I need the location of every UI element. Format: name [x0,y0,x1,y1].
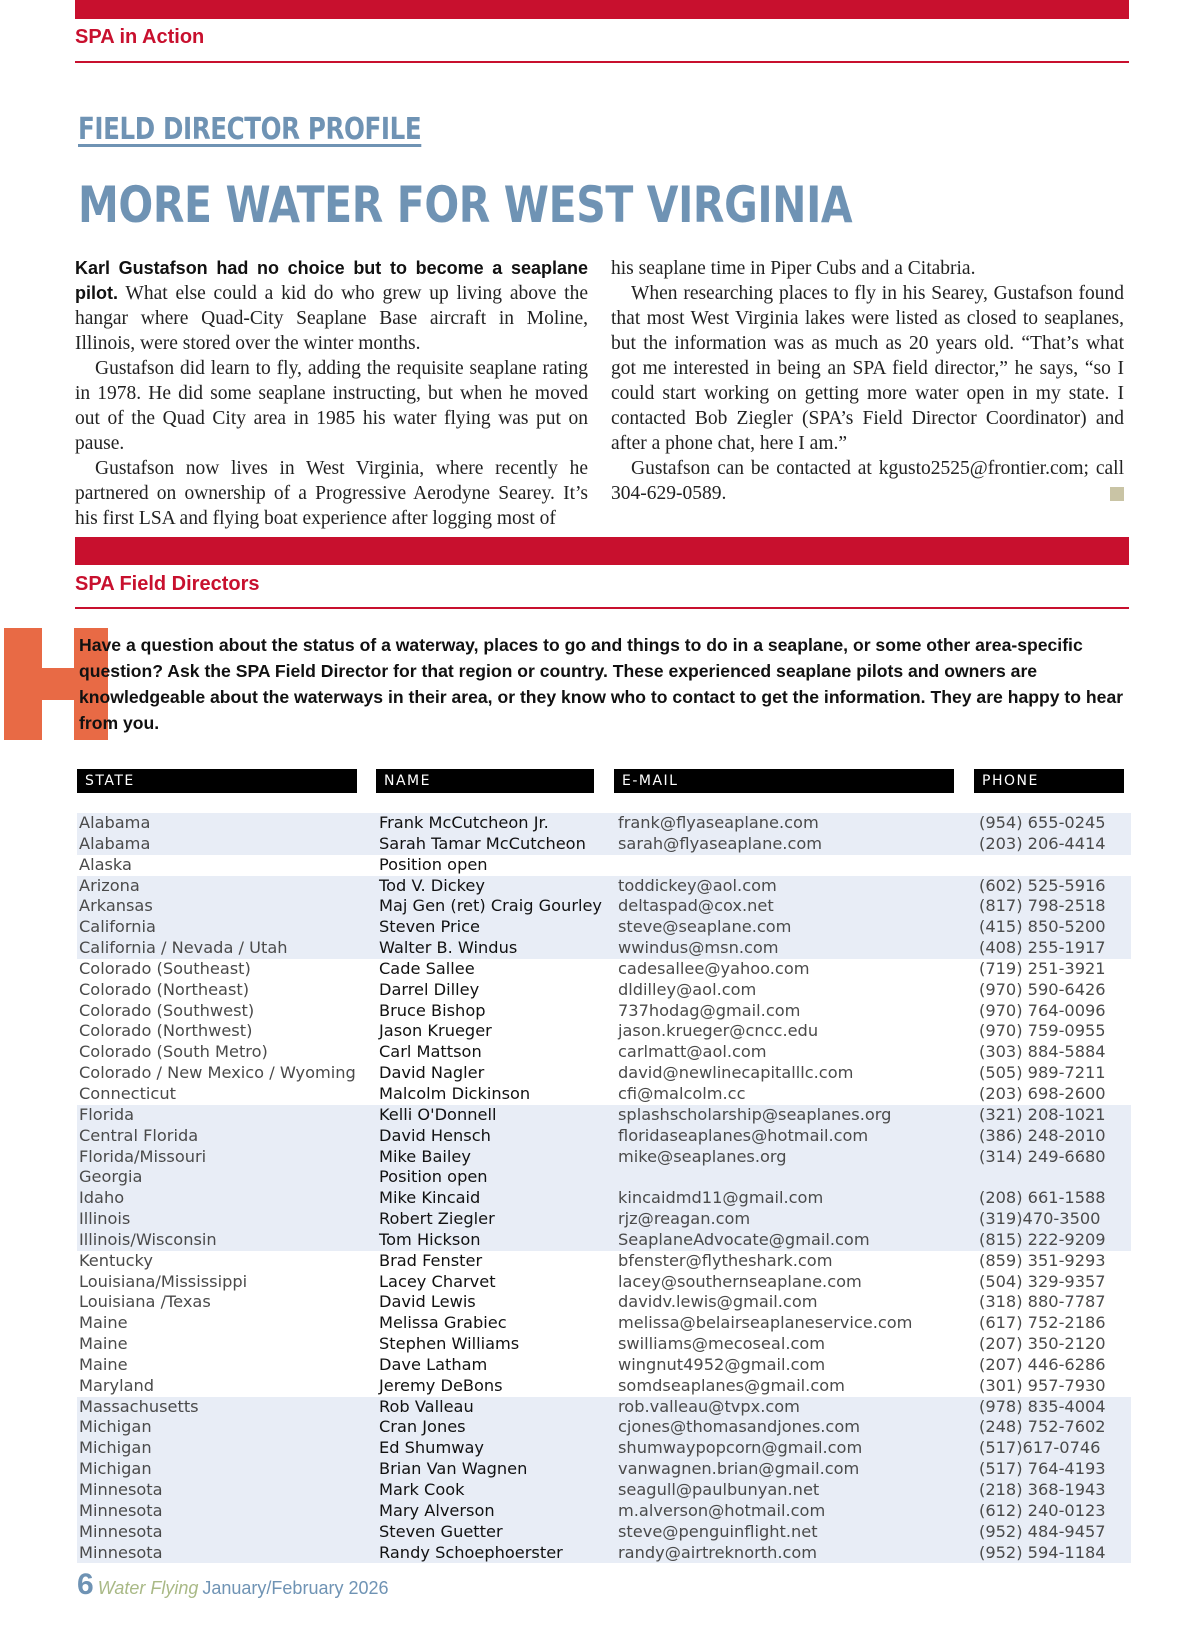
table-row [77,1313,1131,1334]
cell-state: Massachusetts [79,1396,199,1416]
cell-email[interactable]: dldilley@aol.com [618,979,757,999]
article-headline: MORE WATER FOR WEST VIRGINIA [78,176,853,234]
cell-state: Minnesota [79,1542,163,1562]
header-name: NAME [376,769,594,793]
table-row [77,1459,1131,1480]
table-row [77,1522,1131,1543]
header-phone: PHONE [974,769,1124,793]
cell-state: Colorado / New Mexico / Wyoming [79,1063,356,1083]
cell-email[interactable]: david@newlinecapitalllc.com [618,1063,854,1083]
cell-name: Mike Kincaid [379,1188,481,1208]
cell-phone: (978) 835-4004 [979,1396,1106,1416]
cell-email[interactable]: seagull@paulbunyan.net [618,1480,820,1499]
table-row [77,855,1131,876]
cell-email[interactable]: floridaseaplanes@hotmail.com [618,1125,869,1145]
cell-email[interactable]: m.alverson@hotmail.com [618,1500,826,1520]
cell-email[interactable]: splashscholarship@seaplanes.org [618,1104,892,1124]
cell-phone: (954) 655-0245 [979,813,1106,832]
cell-name: Tom Hickson [379,1229,481,1249]
directors-section-rule [75,607,1129,609]
table-row [77,1501,1131,1522]
table-row [77,938,1131,959]
cell-name: Carl Mattson [379,1042,482,1062]
table-row [77,1063,1131,1084]
cell-name: Brian Van Wagnen [379,1459,528,1479]
cell-phone: (970) 590-6426 [979,979,1106,999]
cell-state: Illinois/Wisconsin [79,1229,217,1249]
cell-phone: (301) 957-7930 [979,1375,1106,1395]
directors-red-bar [75,537,1129,565]
page-number: 6 [77,1568,94,1601]
cell-state: Central Florida [79,1125,199,1145]
cell-name: Steven Price [379,917,481,937]
cell-state: Louisiana/Mississippi [79,1271,248,1291]
cell-phone: (303) 884-5884 [979,1042,1106,1062]
cell-phone: (517)617-0746 [979,1438,1101,1458]
cell-phone: (314) 249-6680 [979,1146,1106,1166]
table-row [77,1105,1131,1126]
cell-state: Florida/Missouri [79,1146,207,1166]
table-row [77,834,1131,855]
article-paragraph-1-text: What else could a kid do who grew up living above the hangar where Quad-City Seaplane Base aircraft in Moline, Illinois, were stored over the winter months. [75,283,588,354]
article-paragraph-4: When researching places to fly in his Searey, Gustafson found that most West Virginia lakes were listed as closed to seaplanes, but the information was as much as 20 years old. “That’s what got me interested in being an SPA field director,” he says, “so I could start working on getting more water open in my state. I contacted Bob Ziegler (SPA’s Field Director Coordinator) and after a phone chat, here I am.” [611,283,1124,454]
cell-phone: (207) 350-2120 [979,1334,1106,1354]
top-red-bar [75,0,1129,19]
cell-phone: (970) 764-0096 [979,1000,1106,1020]
table-row [77,1334,1131,1355]
table-row [77,1230,1131,1251]
cell-email[interactable]: rob.valleau@tvpx.com [618,1396,800,1416]
table-row [77,876,1131,897]
contact-text: Gustafson can be contacted at kgusto2525@frontier.com; call 304-629-0589. [611,458,1124,504]
table-row [77,1438,1131,1459]
cell-state: Maine [79,1334,128,1354]
end-mark-icon [1110,487,1124,501]
table-row [77,959,1131,980]
cell-phone: (408) 255-1917 [979,938,1106,958]
cell-name: Rob Valleau [379,1396,474,1416]
cell-name: Bruce Bishop [379,1000,486,1020]
cell-state: Minnesota [79,1500,163,1520]
table-row [77,1126,1131,1147]
cell-name: Stephen Williams [379,1334,520,1354]
cell-name: David Lewis [379,1292,476,1312]
cell-name: Position open [379,1167,488,1187]
cell-state: Colorado (South Metro) [79,1042,268,1062]
cell-email[interactable]: bfenster@flytheshark.com [618,1250,833,1270]
cell-state: Arkansas [79,896,153,916]
cell-state: Louisiana /Texas [79,1292,211,1312]
cell-email[interactable]: kincaidmd11@gmail.com [618,1188,824,1208]
cell-phone: (970) 759-0955 [979,1021,1106,1041]
table-row [77,980,1131,1001]
cell-email[interactable]: wingnut4952@gmail.com [618,1354,826,1374]
cell-name: David Hensch [379,1125,491,1145]
profile-kicker: FIELD DIRECTOR PROFILE [78,112,422,147]
table-row [77,1480,1131,1501]
cell-email[interactable]: jason.krueger@cncc.edu [618,1021,819,1041]
cell-state: Alabama [79,813,151,832]
cell-state: Colorado (Northwest) [79,1021,253,1041]
header-state: STATE [77,769,357,793]
cell-state: Colorado (Southwest) [79,1000,255,1020]
cell-name: Steven Guetter [379,1521,503,1541]
directors-intro: Have a question about the status of a waterway, places to go and things to do in a seaplane, or some other area-specific question? Ask the SPA Field Director for that region or country. These experienced seaplane pilots and owners are knowledgeable about the waterways in their area, or they know who to contact to get the information. They are happy to hear from you. [79,635,1124,733]
cell-name: Lacey Charvet [379,1271,496,1291]
cell-name: Cade Sallee [379,958,475,978]
cell-email[interactable]: deltaspad@cox.net [618,896,774,916]
cell-email[interactable]: mike@seaplanes.org [618,1146,787,1166]
cell-phone: (248) 752-7602 [979,1417,1106,1437]
table-row [77,1021,1131,1042]
cell-phone: (617) 752-2186 [979,1313,1106,1333]
magazine-name: Water Flying [97,1578,199,1598]
table-row [77,1376,1131,1397]
table-row [77,896,1131,917]
table-row [77,813,1131,834]
cell-email[interactable]: shumwaypopcorn@gmail.com [618,1438,863,1458]
cell-email[interactable]: cfi@malcolm.cc [618,1083,746,1103]
table-row [77,1292,1131,1313]
article-paragraph-5 [611,456,1124,506]
cell-state: Florida [79,1104,135,1124]
section-label-spa-in-action: SPA in Action [75,26,205,48]
cell-email[interactable]: SeaplaneAdvocate@gmail.com [618,1229,870,1249]
cell-phone: (505) 989-7211 [979,1063,1106,1083]
cell-name: Randy Schoephoerster [379,1542,563,1562]
cell-name: Sarah Tamar McCutcheon [379,833,586,853]
table-row [77,1543,1131,1564]
table-row [77,1209,1131,1230]
cell-phone: (719) 251-3921 [979,958,1106,978]
table-row [77,1084,1131,1105]
cell-name: Tod V. Dickey [379,875,485,895]
header-email: E-MAIL [614,769,954,793]
cell-name: Frank McCutcheon Jr. [379,813,549,832]
table-row [77,1001,1131,1022]
cell-state: Minnesota [79,1480,163,1499]
cell-email[interactable]: frank@flyaseaplane.com [618,813,819,832]
cell-name: Jeremy DeBons [379,1375,503,1395]
cell-name: Robert Ziegler [379,1209,495,1229]
cell-phone: (319)470-3500 [979,1209,1101,1229]
article-column-right [611,256,1124,506]
table-row [77,917,1131,938]
cell-phone: (318) 880-7787 [979,1292,1106,1312]
table-row [77,1042,1131,1063]
cell-state: Michigan [79,1459,152,1479]
table-row [77,1355,1131,1376]
section-label-field-directors: SPA Field Directors [75,573,260,595]
cell-email[interactable]: 737hodag@gmail.com [618,1000,801,1020]
cell-email[interactable]: toddickey@aol.com [618,875,777,895]
cell-state: California [79,917,156,937]
cell-name: Melissa Grabiec [379,1313,507,1333]
cell-phone: (612) 240-0123 [979,1500,1106,1520]
cell-state: Colorado (Northeast) [79,979,250,999]
article-paragraph-3: Gustafson now lives in West Virginia, where recently he partnered on ownership of a Progressive Aerodyne Searey. It’s his first LSA and flying boat experience after logging most of [75,458,588,529]
cell-name: Cran Jones [379,1417,466,1437]
table-row [77,1147,1131,1168]
cell-name: Brad Fenster [379,1250,483,1270]
table-row [77,1251,1131,1272]
cell-state: Maryland [79,1375,155,1395]
cell-name: Ed Shumway [379,1438,484,1458]
table-row [77,1167,1131,1188]
cell-state: Alabama [79,833,151,853]
cell-state: Minnesota [79,1521,163,1541]
cell-phone: (817) 798-2518 [979,896,1106,916]
cell-state: Connecticut [79,1083,176,1103]
cell-email[interactable]: lacey@southernseaplane.com [618,1271,862,1291]
cell-name: Darrel Dilley [379,979,480,999]
cell-name: Malcolm Dickinson [379,1083,531,1103]
issue-date: January/February 2026 [202,1578,389,1598]
cell-name: Jason Krueger [379,1021,492,1041]
cell-email[interactable]: randy@airtreknorth.com [618,1542,818,1562]
table-row [77,1272,1131,1293]
article-lead: Karl Gustafson had no choice but to become a seaplane pilot. [75,258,588,303]
top-section-rule [75,61,1129,63]
cell-email[interactable]: sarah@flyaseaplane.com [618,833,823,853]
cell-phone: (415) 850-5200 [979,917,1106,937]
article-paragraph-2: Gustafson did learn to fly, adding the requisite seaplane rating in 1978. He did some seaplane instructing, but when he moved out of the Quad City area in 1985 his water flying was put on pause. [75,358,588,454]
cell-state: Idaho [79,1188,125,1208]
cell-phone: (203) 206-4414 [979,833,1106,853]
cell-name: Walter B. Windus [379,938,518,958]
cell-state: California / Nevada / Utah [79,938,288,958]
cell-state: Maine [79,1354,128,1374]
cell-phone: (386) 248-2010 [979,1125,1106,1145]
cell-email[interactable]: melissa@belairseaplaneservice.com [618,1313,913,1333]
cell-phone: (602) 525-5916 [979,875,1106,895]
cell-email[interactable]: wwindus@msn.com [618,938,779,958]
cell-name: Mary Alverson [379,1500,495,1520]
cell-phone: (952) 484-9457 [979,1521,1106,1541]
cell-name: Dave Latham [379,1354,488,1374]
cell-phone: (321) 208-1021 [979,1104,1106,1124]
cell-state: Colorado (Southeast) [79,958,251,978]
cell-email[interactable]: cjones@thomasandjones.com [618,1417,860,1437]
cell-name: Mike Bailey [379,1146,471,1166]
cell-name: Mark Cook [379,1480,465,1499]
cell-email[interactable]: steve@seaplane.com [618,917,792,937]
article-paragraph-1 [75,256,588,356]
cell-email[interactable]: steve@penguinflight.net [618,1521,818,1541]
table-row [77,1397,1131,1418]
cell-email[interactable]: carlmatt@aol.com [618,1042,767,1062]
cell-phone: (952) 594-1184 [979,1542,1106,1562]
table-row [77,1188,1131,1209]
cell-state: Georgia [79,1167,143,1187]
cell-state: Maine [79,1313,128,1333]
cell-email[interactable]: cadesallee@yahoo.com [618,958,810,978]
cell-name: Kelli O'Donnell [379,1104,497,1124]
cell-state: Kentucky [79,1250,153,1270]
page-footer [77,1568,389,1602]
table-row [77,1417,1131,1438]
cell-email[interactable]: rjz@reagan.com [618,1209,751,1229]
cell-phone: (504) 329-9357 [979,1271,1106,1291]
cell-phone: (859) 351-9293 [979,1250,1106,1270]
cell-name: Position open [379,854,488,874]
cell-phone: (207) 446-6286 [979,1354,1106,1374]
cell-state: Alaska [79,854,132,874]
cell-email[interactable]: davidv.lewis@gmail.com [618,1292,818,1312]
cell-email[interactable]: swilliams@mecoseal.com [618,1334,826,1354]
article-column-left [75,256,588,531]
cell-email[interactable]: somdseaplanes@gmail.com [618,1375,845,1395]
cell-state: Illinois [79,1209,131,1229]
cell-phone: (203) 698-2600 [979,1083,1106,1103]
cell-email[interactable]: vanwagnen.brian@gmail.com [618,1459,860,1479]
cell-phone: (517) 764-4193 [979,1459,1106,1479]
cell-phone: (815) 222-9209 [979,1229,1106,1249]
cell-state: Arizona [79,875,140,895]
cell-name: David Nagler [379,1063,485,1083]
cell-phone: (218) 368-1943 [979,1480,1106,1499]
cell-phone: (208) 661-1588 [979,1188,1106,1208]
directors-table [77,813,1131,1563]
cell-name: Maj Gen (ret) Craig Gourley [379,896,603,916]
article-paragraph-3-continued: his seaplane time in Piper Cubs and a Citabria. [611,258,976,279]
cell-state: Michigan [79,1417,152,1437]
cell-state: Michigan [79,1438,152,1458]
